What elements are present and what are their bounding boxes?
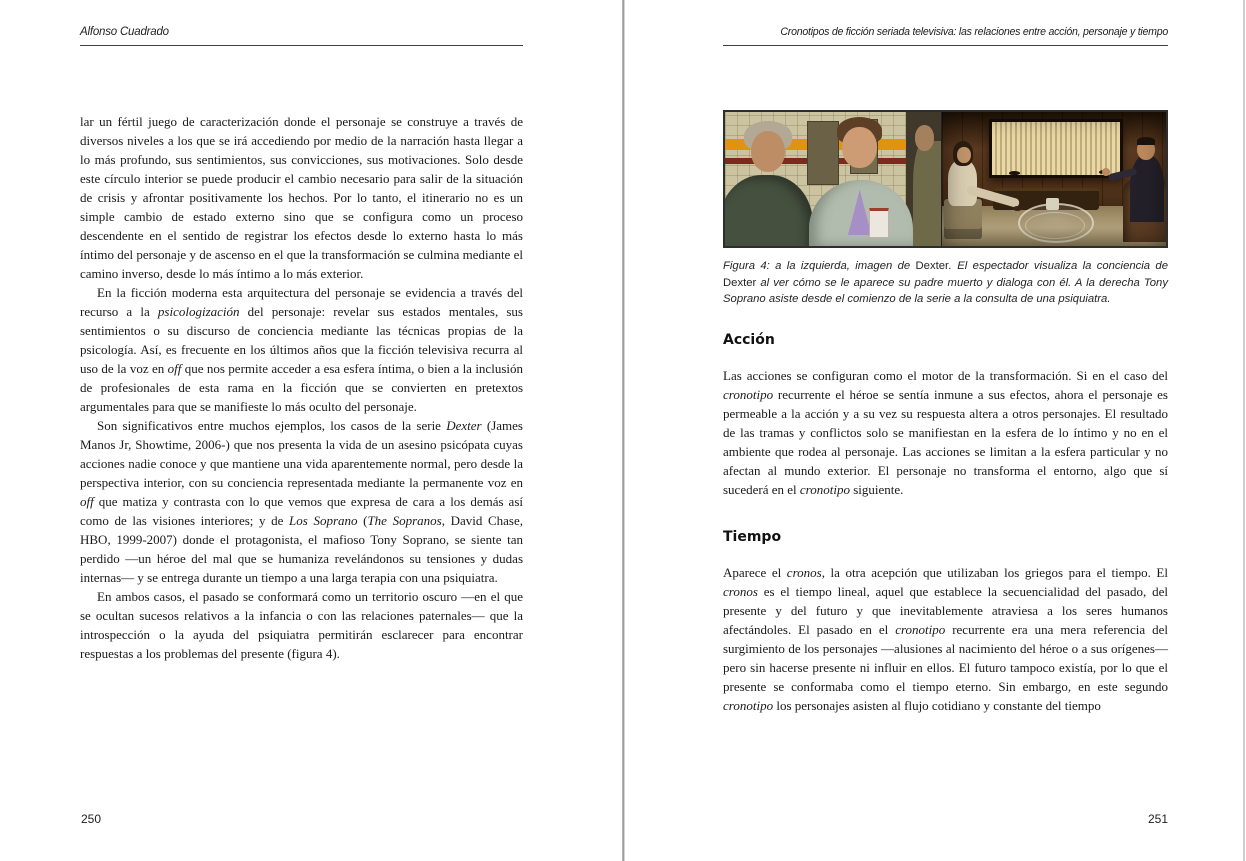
right-page-text-column bbox=[723, 110, 1168, 715]
paragraph bbox=[723, 563, 1168, 715]
text-segment: cronos bbox=[723, 583, 758, 599]
text-segment: ( bbox=[357, 513, 368, 528]
photo-vignette bbox=[942, 112, 1166, 246]
text-segment: Figura 4: a la izquierda, imagen de bbox=[723, 260, 916, 272]
text-segment: cronotipo bbox=[895, 621, 946, 637]
paragraph bbox=[80, 283, 523, 416]
paragraph bbox=[80, 587, 523, 663]
text-segment: recurrente el héroe se sentía inmune a sus efectos, ahora el personaje es permeable a la acción y a su vez su respuesta altera a otros personajes. El resultado de las tramas y conflictos solo se manifiestan en la esfera de lo íntimo y no en el ambiente que rodea al personaje. Las acciones se limitan a la esfera particular y no afectan al mundo exterior. El personaje no transforma el entorno, algo que sí sucederá en el bbox=[723, 386, 1168, 497]
background-man-head bbox=[915, 125, 934, 150]
text-segment: cronotipo bbox=[723, 697, 774, 713]
running-header-author: Alfonso Cuadrado bbox=[80, 26, 523, 46]
running-header-chapter-title: Cronotipos de ficción seriada televisiva: las relaciones entre acción, personaje y tiempo bbox=[723, 26, 1168, 46]
text-segment: Dexter bbox=[915, 260, 949, 272]
text-segment: que nos permite acceder a esa esfera íntima, o bien a la inclusión de profesionales de esta rama en la ficción que se convierten en pretextos argumentales para que se manifieste lo más oculto del personaje. bbox=[80, 361, 523, 414]
page-number-left: 250 bbox=[81, 812, 102, 826]
text-segment: , David Chase, HBO, 1999-2007) donde el protagonista, el mafioso Tony Soprano, se siente tan perdido —un héroe del mal que se humaniza revelándonos su tensiones y dudas internas— y se entrega durante un tiempo a una larga terapia con una psiquiatra. bbox=[80, 513, 523, 585]
text-segment: que matiza y contrasta con lo que vemos que expresa de cara a los demás así como de las visiones interiores; y de bbox=[80, 494, 523, 528]
left-page-text-column bbox=[80, 112, 523, 663]
page-right-edge bbox=[1243, 0, 1245, 861]
dexter-face bbox=[842, 127, 876, 169]
background-man bbox=[913, 141, 941, 246]
text-segment: los personajes asisten al flujo cotidiano y constante del tiempo bbox=[773, 697, 1101, 713]
paragraph bbox=[723, 366, 1168, 499]
page-gutter-divider bbox=[622, 0, 625, 861]
dexter-id-badge bbox=[869, 208, 888, 237]
text-segment: En la ficción moderna esta arquitectura del personaje se evidencia a través del recurso a la bbox=[80, 285, 523, 319]
text-segment: al ver cómo se le aparece su padre muerto y dialoga con él. A la derecha Tony Soprano asiste desde el comienzo de la serie a la consulta de una psiquiatra. bbox=[723, 276, 1168, 305]
text-segment: Las acciones se configuran como el motor de la transformación. Si en el caso del bbox=[723, 367, 1168, 383]
text-segment: Son significativos entre muchos ejemplos, los casos de la serie bbox=[97, 418, 447, 433]
figure-caption bbox=[723, 258, 1168, 308]
text-segment: lar un fértil juego de caracterización donde el personaje se construye a través de diversos niveles a los que se irá accediendo por medio de la narración hasta llegar a lo más profundo, sus sentimientos, sus convicciones, sus motivaciones. Solo desde este círculo interior se puede producir el cambio necesario para salir de la situación de crisis y afrontar positivamente los hechos. Por lo tanto, el itinerario no es un simple cambio de estado externo sino que se configura como un proceso descendente en el sentido de registrar los efectos desde lo externo hasta lo más íntimo del personaje y de ascenso en el que la transformación se culmina mediante el camino inverso, desde lo más íntimo a lo más exterior. bbox=[80, 114, 523, 281]
locker bbox=[807, 121, 839, 185]
text-segment: Dexter bbox=[446, 418, 482, 433]
text-segment: Los Soprano bbox=[289, 513, 358, 528]
section-heading-tiempo: Tiempo bbox=[723, 528, 782, 545]
text-segment: psicologización bbox=[157, 304, 240, 319]
text-segment: En ambos casos, el pasado se conformará como un territorio oscuro —en el que se ocultan sucesos relativos a la infancia o con las relaciones paternales— que la introspección o la ayuda del psiquiatra permitirán esclarecer para encontrar respuestas a los problemas del presente (figura 4). bbox=[80, 589, 523, 661]
text-segment: off bbox=[167, 361, 182, 376]
text-segment: (James Manos Jr, Showtime, 2006-) que nos presenta la vida de un asesino psicópata cuyas acciones nadie conoce y que mantiene una vida aparentemente normal, pero desde la perspectiva interior, con su conciencia representada mediante la permanente voz en bbox=[80, 418, 523, 490]
text-segment: Aparece el bbox=[723, 564, 787, 580]
text-segment: . El espectador visualiza la conciencia de bbox=[948, 260, 1168, 272]
sopranos-therapy-still bbox=[942, 112, 1166, 246]
text-segment: recurrente era una mera referencia del surgimiento de los personajes —alusiones al nacimiento del héroe o a sus orígenes— pero sin hacerse presente ni influir en ellos. El futuro tampoco existía, por lo que el presente se conformaba como el tiempo eterno. Sin embargo, en este segundo bbox=[723, 621, 1168, 694]
figure-4-stills bbox=[723, 110, 1168, 248]
section-heading-accion: Acción bbox=[723, 331, 775, 348]
text-segment: cronos bbox=[786, 564, 822, 580]
father-face bbox=[751, 131, 785, 173]
text-segment: off bbox=[80, 494, 94, 509]
page-number-right: 251 bbox=[1147, 812, 1168, 826]
text-segment: The Sopranos bbox=[367, 513, 442, 528]
text-segment: es el tiempo lineal, aquel que establece la secuencialidad del pasado, del presente y del futuro y que inevitablemente atraviesa a los seres humanos afectándoles. El pasado en el bbox=[723, 583, 1168, 637]
paragraph bbox=[80, 112, 523, 283]
dexter-scene-still bbox=[725, 112, 942, 246]
text-segment: cronotipo bbox=[799, 481, 850, 497]
text-segment: , la otra acepción que utilizaban los griegos para el tiempo. El bbox=[821, 564, 1168, 580]
text-segment: del personaje: revelar sus estados mentales, sus sentimientos o su discurso de conciencia mediante las técnicas propias de la psicología. Así, es frecuente en los últimos años que la ficción televisiva recurra al uso de la voz en bbox=[80, 304, 523, 376]
text-segment: siguiente. bbox=[849, 481, 904, 497]
text-segment: cronotipo bbox=[723, 386, 774, 402]
paragraph bbox=[80, 416, 523, 587]
text-segment: Dexter bbox=[723, 276, 757, 289]
